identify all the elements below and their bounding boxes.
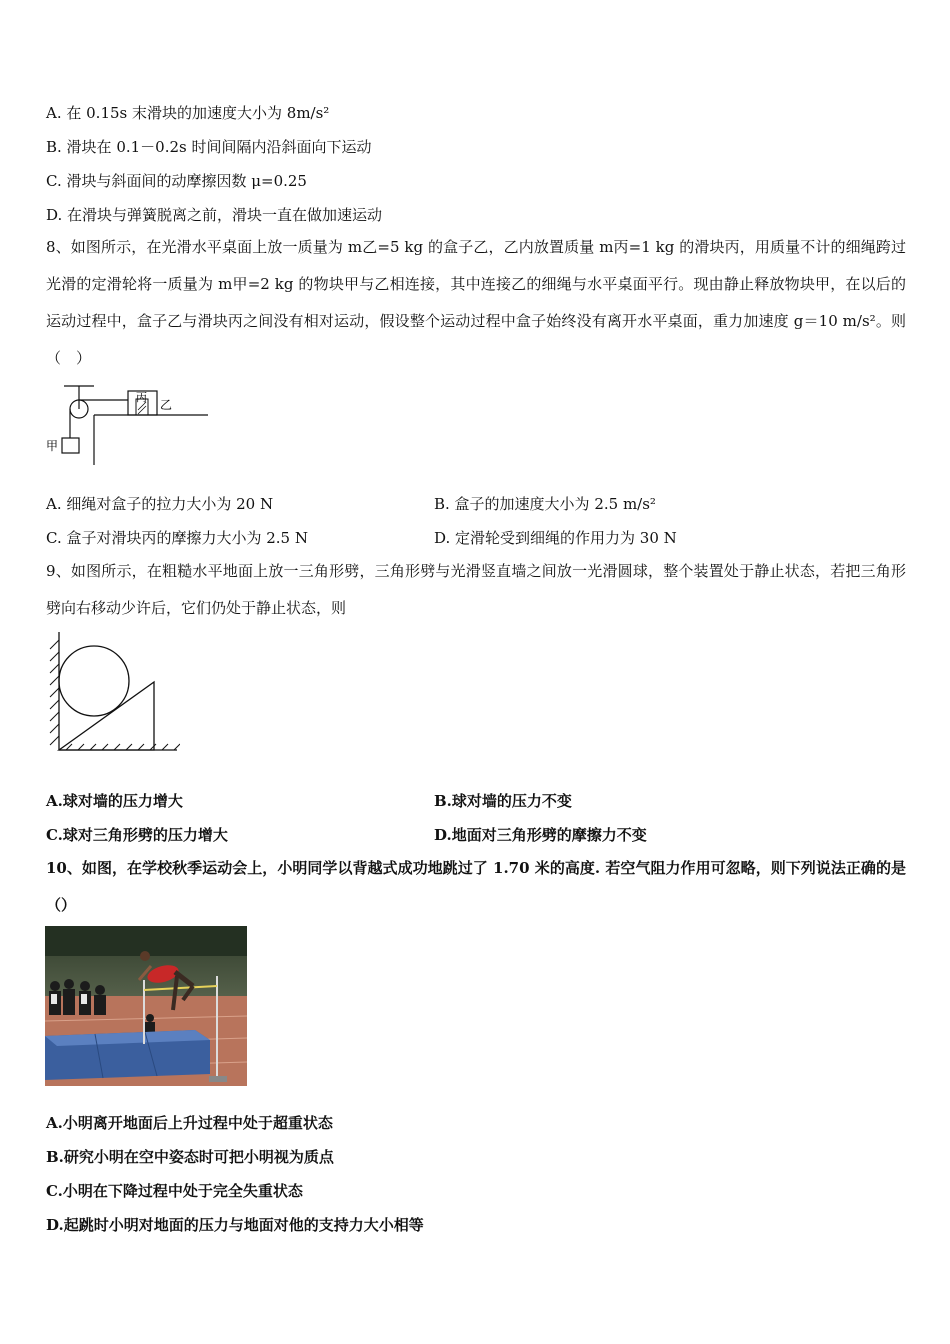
q9-option-a: A.球对墙的压力增大 [46,792,183,810]
q8-option-d: D. 定滑轮受到细绳的作用力为 30 N [434,529,677,547]
q10-option-b: B.研究小明在空中姿态时可把小明视为质点 [46,1148,334,1166]
q10-option-d: D.起跳时小明对地面的压力与地面对他的支持力大小相等 [46,1216,424,1234]
q7-option-c: C. 滑块与斜面间的动摩擦因数 μ=0.25 [46,172,307,190]
q8-stem: 8、如图所示，在光滑水平桌面上放一质量为 m乙=5 kg 的盒子乙，乙内放置质量 m丙=1 kg 的滑块丙，用质量不计的细绳跨过光滑的定滑轮将一质量为 m甲=2 kg 的物块甲与乙相连接，其中连接乙的细绳与水平桌面平行。现由静止释放物块甲，在以后的运动过程中，盒子乙与滑块丙之间没有相对运动，假设整个运动过程中盒子始终没有离开水平桌面，重力加速度 g＝10 m/s²。则（ ） [46,238,906,367]
q8-option-c: C. 盒子对滑块丙的摩擦力大小为 2.5 N [46,529,308,547]
q10-stem: 10、如图，在学校秋季运动会上，小明同学以背越式成功地跳过了 1.70 米的高度. 若空气阻力作用可忽略，则下列说法正确的是（） [46,859,906,914]
q9-option-b: B.球对墙的压力不变 [434,792,572,810]
ball [59,646,129,716]
q7-option-b: B. 滑块在 0.1－0.2s 时间间隔内沿斜面向下运动 [46,138,372,156]
q8-option-b: B. 盒子的加速度大小为 2.5 m/s² [434,495,656,513]
q8-option-a: A. 细绳对盒子的拉力大小为 20 N [46,495,274,513]
q9-option-c: C.球对三角形劈的压力增大 [46,826,228,844]
wedge [59,682,154,750]
label-bing: 丙 [136,391,147,404]
q9-stem: 9、如图所示，在粗糙水平地面上放一三角形劈，三角形劈与光滑竖直墙之间放一光滑圆球，整个装置处于静止状态，若把三角形劈向右移动少许后，它们仍处于静止状态，则 [46,562,906,617]
label-yi: 乙 [160,398,173,412]
q9-option-d: D.地面对三角形劈的摩擦力不变 [434,826,647,844]
q7-option-a: A. 在 0.15s 末滑块的加速度大小为 8m/s² [46,104,330,122]
q9-wedge-ball-diagram [44,632,180,754]
q10-option-a: A.小明离开地面后上升过程中处于超重状态 [46,1114,333,1132]
label-jia: 甲 [46,439,59,453]
q10-high-jump-photo [45,926,247,1086]
q8-pulley-diagram [46,383,216,473]
q7-option-d: D. 在滑块与弹簧脱离之前，滑块一直在做加速运动 [46,206,383,224]
q10-option-c: C.小明在下降过程中处于完全失重状态 [46,1182,303,1200]
block-jia [62,438,79,453]
